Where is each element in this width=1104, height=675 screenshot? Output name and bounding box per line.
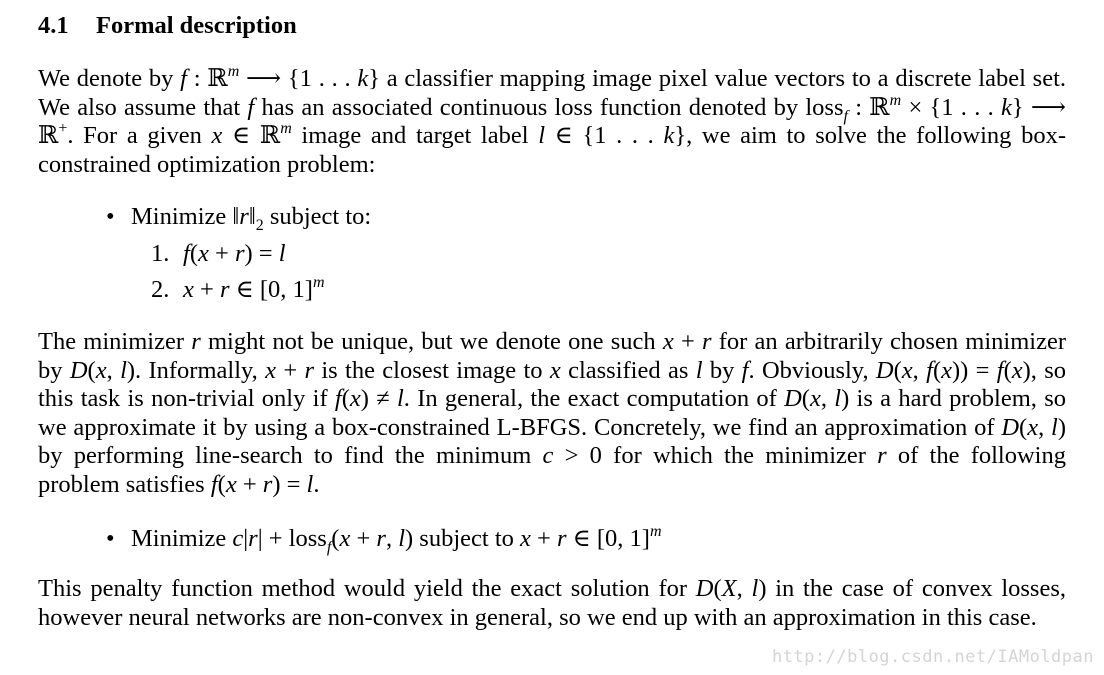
- constraint-2: 2. x + r ∈ [0, 1]$^m$: [151, 274, 325, 303]
- section-title: Formal description: [96, 12, 297, 39]
- paragraph-1: We denote by f : ℝ$^m$ ⟶ {1 . . . k} a classifier mapping image pixel value vectors to a discrete label set. We also assume that f has an associated continuous loss function denoted by loss$_f$ : ℝ$^m$ × {1 . . . k} ⟶ ℝ+. For a given x ∈ ℝ$^m$ image and target label l ∈ {1 . . . k}, we aim to solve the following box-constrained optimization problem:: [38, 63, 1066, 178]
- bullet-minimize-penalty: • Minimize c|r| + loss$_f$(x + r, l) subject to x + r ∈ [0, 1]$^m$: [106, 523, 662, 556]
- paragraph-3: This penalty function method would yield the exact solution for D(X, l) in the case of convex losses, however neural networks are non-convex in general, so we end up with an approximation in this case.: [38, 575, 1067, 631]
- constraint-1: 1. f(x + r) = l: [151, 240, 286, 267]
- bullet-minimize-norm: • Minimize $‖r‖_2$ subject to:: [106, 203, 372, 234]
- paragraph-2: The minimizer r might not be unique, but we denote one such x + r for an arbitrarily chosen minimizer by D(x, l). Informally, x + r is the closest image to x classified as l by f. Obviously, D(x, f(x)) = f(x), so this task is non-trivial only if f(x) ≠ l. In general, the exact computation of D(x, l) is a hard problem, so we approximate it by using a box-constrained L-BFGS. Concretely, we find an approximation of D(x, l) by performing line-search to find the minimum c > 0 for which the minimizer r of the following problem satisfies f(x + r) = l.: [38, 328, 1067, 498]
- section-number: 4.1: [38, 12, 69, 39]
- section-heading: [38, 12, 297, 40]
- watermark: http://blog.csdn.net/IAMoldpan: [771, 647, 1094, 667]
